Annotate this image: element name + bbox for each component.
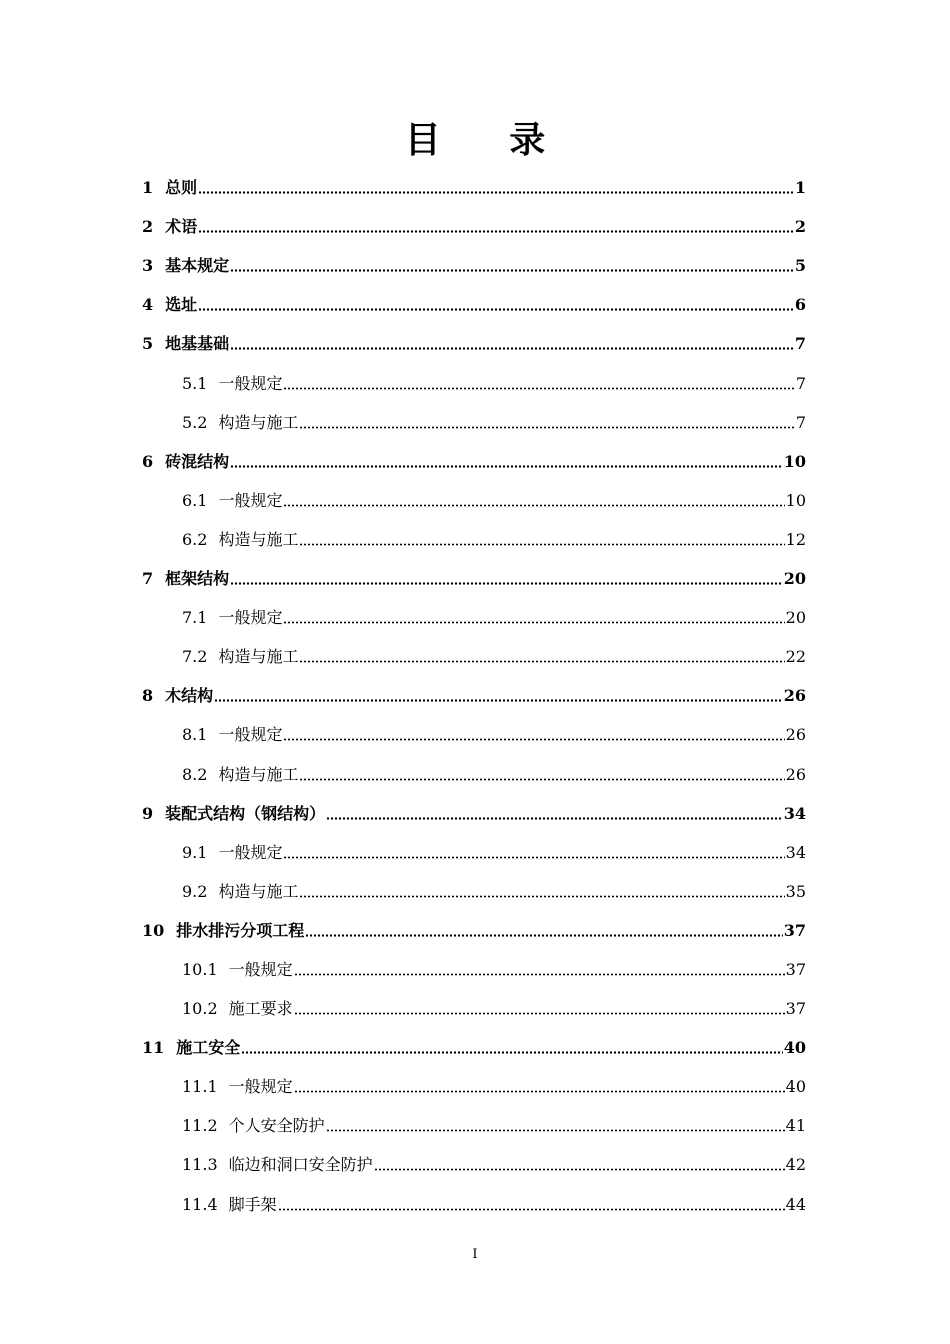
toc-dot-leader [294, 973, 785, 976]
toc-section-entry[interactable] [142, 402, 806, 441]
toc-dot-leader [230, 465, 783, 468]
page-number-footer: I [472, 1247, 478, 1262]
toc-dot-leader [294, 1090, 785, 1093]
toc-entry-page-number: 7 [795, 373, 806, 393]
toc-entry-number: 5.2 [182, 412, 208, 432]
toc-entry-title: 构造与施工 [218, 647, 299, 667]
toc-entry-number: 10.2 [182, 999, 218, 1019]
toc-entry-number: 9 [142, 803, 154, 823]
toc-entry-number: 11 [142, 1038, 165, 1058]
toc-entry-page-number: 7 [794, 334, 806, 354]
toc-section-entry[interactable] [142, 949, 806, 988]
toc-chapter-entry[interactable] [142, 167, 806, 206]
toc-dot-leader [299, 778, 784, 781]
toc-section-entry[interactable] [142, 636, 806, 675]
toc-section-entry[interactable] [142, 871, 806, 910]
toc-dot-leader [283, 504, 784, 507]
toc-chapter-entry[interactable] [142, 441, 806, 480]
toc-dot-leader [198, 191, 794, 194]
toc-entry-title: 基本规定 [165, 256, 230, 276]
toc-entry-title: 一般规定 [218, 842, 283, 862]
toc-entry-title: 一般规定 [218, 490, 283, 510]
toc-entry-title: 构造与施工 [218, 529, 299, 549]
toc-entry-title: 临边和洞口安全防护 [228, 1155, 373, 1175]
toc-section-entry[interactable] [142, 597, 806, 636]
toc-section-entry[interactable] [142, 480, 806, 519]
toc-section-entry[interactable] [142, 988, 806, 1027]
toc-entry-page-number: 26 [785, 764, 806, 784]
toc-section-entry[interactable] [142, 1144, 806, 1183]
toc-entry-title: 总则 [165, 178, 198, 198]
toc-entry-page-number: 6 [794, 295, 806, 315]
toc-entry-page-number: 10 [783, 451, 806, 471]
toc-entry-page-number: 26 [785, 725, 806, 745]
toc-entry-page-number: 22 [785, 647, 806, 667]
toc-entry-title: 构造与施工 [218, 412, 299, 432]
toc-dot-leader [374, 1168, 785, 1171]
toc-entry-title: 构造与施工 [218, 881, 299, 901]
toc-entry-number: 7 [142, 569, 154, 589]
toc-entry-number: 5 [142, 334, 154, 354]
toc-entry-page-number: 34 [783, 803, 806, 823]
toc-chapter-entry[interactable] [142, 206, 806, 245]
toc-section-entry[interactable] [142, 714, 806, 753]
toc-dot-leader [230, 269, 794, 272]
toc-entry-page-number: 34 [785, 842, 806, 862]
toc-entry-page-number: 37 [785, 999, 806, 1019]
toc-entry-number: 10 [142, 920, 165, 940]
toc-dot-leader [294, 1012, 785, 1015]
toc-dot-leader [278, 1208, 785, 1211]
toc-entry-title: 一般规定 [228, 1077, 293, 1097]
toc-section-entry[interactable] [142, 1183, 806, 1222]
toc-chapter-entry[interactable] [142, 793, 806, 832]
toc-entry-title: 施工安全 [176, 1038, 241, 1058]
toc-chapter-entry[interactable] [142, 558, 806, 597]
toc-entry-number: 11.4 [182, 1194, 218, 1214]
toc-entry-title: 构造与施工 [218, 764, 299, 784]
toc-entry-number: 9.2 [182, 881, 208, 901]
toc-entry-page-number: 35 [785, 881, 806, 901]
toc-entry-title: 一般规定 [228, 959, 293, 979]
toc-entry-title: 个人安全防护 [228, 1116, 325, 1136]
toc-entry-page-number: 1 [794, 178, 806, 198]
toc-dot-leader [230, 347, 794, 350]
toc-entry-title: 排水排污分项工程 [176, 920, 305, 940]
toc-entry-title: 一般规定 [218, 373, 283, 393]
toc-dot-leader [299, 895, 784, 898]
toc-section-entry[interactable] [142, 832, 806, 871]
toc-entry-title: 装配式结构（钢结构） [165, 803, 326, 823]
toc-entry-page-number: 2 [794, 217, 806, 237]
toc-dot-leader [326, 817, 783, 820]
toc-entry-page-number: 20 [785, 608, 806, 628]
toc-entry-number: 8.2 [182, 764, 208, 784]
toc-entry-page-number: 7 [795, 412, 806, 432]
toc-entry-page-number: 5 [794, 256, 806, 276]
toc-chapter-entry[interactable] [142, 323, 806, 362]
toc-dot-leader [283, 387, 794, 390]
page-title: 目 录 [404, 119, 574, 161]
toc-entry-number: 2 [142, 217, 154, 237]
toc-entry-title: 一般规定 [218, 608, 283, 628]
toc-dot-leader [299, 660, 784, 663]
toc-entry-title: 地基基础 [165, 334, 230, 354]
toc-dot-leader [283, 738, 784, 741]
toc-chapter-entry[interactable] [142, 245, 806, 284]
toc-entry-page-number: 12 [785, 529, 806, 549]
toc-entry-title: 脚手架 [228, 1194, 277, 1214]
toc-section-entry[interactable] [142, 519, 806, 558]
toc-entry-number: 11.3 [182, 1155, 218, 1175]
toc-entry-number: 10.1 [182, 959, 218, 979]
toc-entry-number: 9.1 [182, 842, 208, 862]
toc-dot-leader [198, 308, 794, 311]
toc-entry-number: 6.2 [182, 529, 208, 549]
toc-section-entry[interactable] [142, 362, 806, 401]
toc-entry-number: 4 [142, 295, 154, 315]
toc-entry-number: 7.1 [182, 608, 208, 628]
toc-dot-leader [198, 230, 794, 233]
toc-entry-page-number: 37 [785, 959, 806, 979]
table-of-contents [142, 167, 806, 1223]
toc-entry-page-number: 26 [783, 686, 806, 706]
toc-entry-number: 5.1 [182, 373, 208, 393]
toc-chapter-entry[interactable] [142, 1027, 806, 1066]
toc-entry-title: 施工要求 [228, 999, 293, 1019]
toc-section-entry[interactable] [142, 753, 806, 792]
toc-dot-leader [299, 543, 784, 546]
toc-dot-leader [241, 1051, 782, 1054]
toc-entry-number: 8 [142, 686, 154, 706]
toc-dot-leader [326, 1129, 785, 1132]
toc-entry-page-number: 37 [783, 920, 806, 940]
toc-chapter-entry[interactable] [142, 284, 806, 323]
toc-entry-title: 术语 [165, 217, 198, 237]
toc-entry-title: 木结构 [165, 686, 214, 706]
toc-entry-page-number: 44 [785, 1194, 806, 1214]
toc-entry-title: 砖混结构 [165, 451, 230, 471]
toc-entry-page-number: 10 [785, 490, 806, 510]
toc-section-entry[interactable] [142, 1105, 806, 1144]
toc-entry-number: 11.2 [182, 1116, 218, 1136]
toc-entry-number: 1 [142, 178, 154, 198]
toc-entry-page-number: 41 [785, 1116, 806, 1136]
toc-entry-number: 7.2 [182, 647, 208, 667]
toc-dot-leader [283, 621, 784, 624]
toc-entry-number: 6.1 [182, 490, 208, 510]
toc-section-entry[interactable] [142, 1066, 806, 1105]
toc-chapter-entry[interactable] [142, 910, 806, 949]
toc-dot-leader [283, 856, 784, 859]
toc-dot-leader [305, 934, 782, 937]
toc-entry-number: 3 [142, 256, 154, 276]
toc-entry-title: 框架结构 [165, 569, 230, 589]
toc-chapter-entry[interactable] [142, 675, 806, 714]
toc-entry-page-number: 20 [783, 569, 806, 589]
toc-entry-title: 一般规定 [218, 725, 283, 745]
toc-dot-leader [230, 582, 783, 585]
toc-dot-leader [299, 426, 794, 429]
toc-entry-page-number: 42 [785, 1155, 806, 1175]
toc-entry-title: 选址 [165, 295, 198, 315]
toc-entry-page-number: 40 [785, 1077, 806, 1097]
toc-entry-number: 6 [142, 451, 154, 471]
toc-entry-number: 8.1 [182, 725, 208, 745]
toc-entry-page-number: 40 [783, 1038, 806, 1058]
toc-dot-leader [214, 699, 783, 702]
toc-entry-number: 11.1 [182, 1077, 218, 1097]
